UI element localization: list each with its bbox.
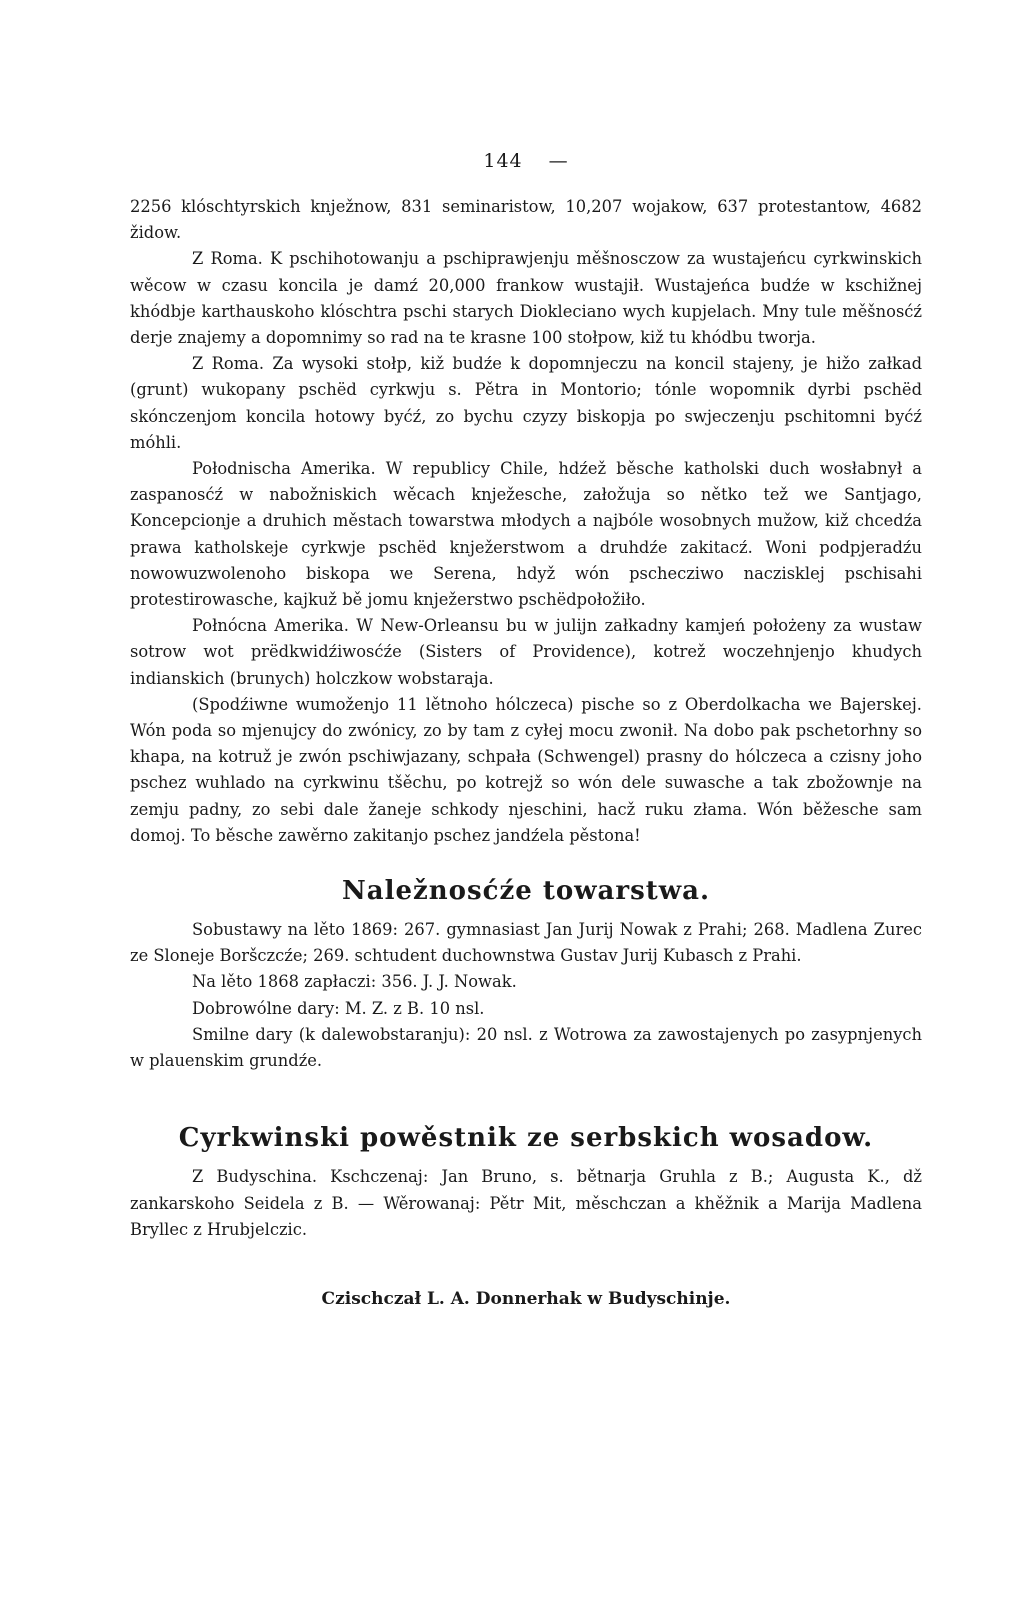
paragraph-roma-column: Z Roma. Za wysoki stołp, kiž budźe k dopomnjeczu na koncil stajeny, je hižo załkad (grunt) wukopany pschëd cyrkwju s. Pětra in Montorio; tónle wopomnik dyrbi pschëd skónczenjom koncila hotowy byćź, zo bychu czyzy biskopja po swjeczenju pschitomni byćź móhli.: [130, 354, 922, 452]
paragraph-north-america: Połnócna Amerika. W New-Orleansu bu w julijn załkadny kamjeń położeny za wustaw sotrow wot prëdkwidźiwosćźe (Sisters of Providence), kotrež woczehnjenjo khudych indianskich (brunych) holczkow wobstaraja.: [130, 616, 922, 688]
paragraph-rescue-story: (Spodźiwne wumoženjo 11 lětnoho hólczeca) pische so z Oberdolkacha we Bajerskej. Wón poda so mjenujcy do zwónicy, zo by tam z cyłej mocu zwonił. Na dobo pak pschetorhny so khapa, na kotruž je zwón pschiwjazany, schpała (Schwengel) prasny do hólczeca a czisny joho pschez wuhlado na cyrkwinu tšěchu, po kotrejž so wón dele suwasche a tak zbožownje na zemju padny, zo sebi dale žaneje schkody njeschini, hacž ruku złama. Wón běžesche sam domoj. To běsche zawěrno zakitanjo pschez jandźela pěstona!: [130, 694, 922, 845]
parish-news-entry: Z Budyschina. Kschczenaj: Jan Bruno, s. bětnarja Gruhla z B.; Augusta K., dž zankarskoho Seidela z B. — Wěrowanaj: Pětr Mit, měschczan a khěžnik a Marija Madlena Bryllec z Hrubjelczic.: [130, 1167, 922, 1239]
header-dash: —: [548, 150, 569, 172]
paragraph-roma-exhibition: Z Roma. K pschihotowanju a pschiprawjenju měšnosczow za wustajeńcu cyrkwinskich wěcow w czasu koncila je damź 20,000 frankow wustajił. Wustajeńca budźe w kschižnej khódbje karthauskoho klóschtra pschi starych Diokleciano wych kupjelach. Mny tule měšnosćź derje znajemy a dopomnimy so rad na te krasne 100 stołpow, kiž tu khódbu tworja.: [130, 249, 922, 348]
paragraph-south-america: Połodnischa Amerika. W republicy Chile, hdźež běsche katholski duch wosłabnył a zaspanosćź w nabožniskich wěcach knježesche, załožuja so nětko tež we Santjago, Koncepcionje a druhich městach towarstwa młodych a najbóle wosobnych mužow, kiž chcedźa prawa katholskeje cyrkwje pschëd knježerstwom a druhdźe zakitacź. Woni podpjeradźu nowowuzwolenoho biskopa we Serena, hdyž wón pschecziwo naczisklej pschisahi protestirowasche, kajkuž bě jomu knježerstwo pschëdpołožiło.: [130, 459, 922, 610]
page: [130, 150, 922, 1309]
voluntary-gifts-entry: Dobrowólne dary: M. Z. z B. 10 nsl.: [192, 998, 485, 1018]
charity-gifts-entry: Smilne dary (k dalewobstaranju): 20 nsl. z Wotrowa za zawostajenych po zasypnjenych w plauenskim grundźe.: [130, 1024, 922, 1071]
payment-entry: Na lěto 1868 zapłaczi: 356. J. J. Nowak.: [192, 972, 517, 992]
members-entry: Sobustawy na lěto 1869: 267. gymnasiast Jan Jurij Nowak z Prahi; 268. Madlena Zurec ze Sloneje Boršczcźe; 269. schtudent duchownstwa Gustav Jurij Kubasch z Prahi.: [130, 920, 922, 966]
page-number-line: [130, 150, 922, 172]
page-number: 144: [483, 150, 523, 172]
paragraph-statistics: 2256 klóschtyrskich knježnow, 831 seminaristow, 10,207 wojakow, 637 protestantow, 4682 židow.: [130, 197, 922, 243]
printer-footer: Czischczał L. A. Donnerhak w Budyschinje.: [321, 1288, 731, 1309]
section-heading-society: Naležnosćźe towarstwa.: [341, 876, 711, 907]
section-heading-parish-news: Cyrkwinski powěstnik ze serbskich wosadow.: [178, 1123, 874, 1154]
